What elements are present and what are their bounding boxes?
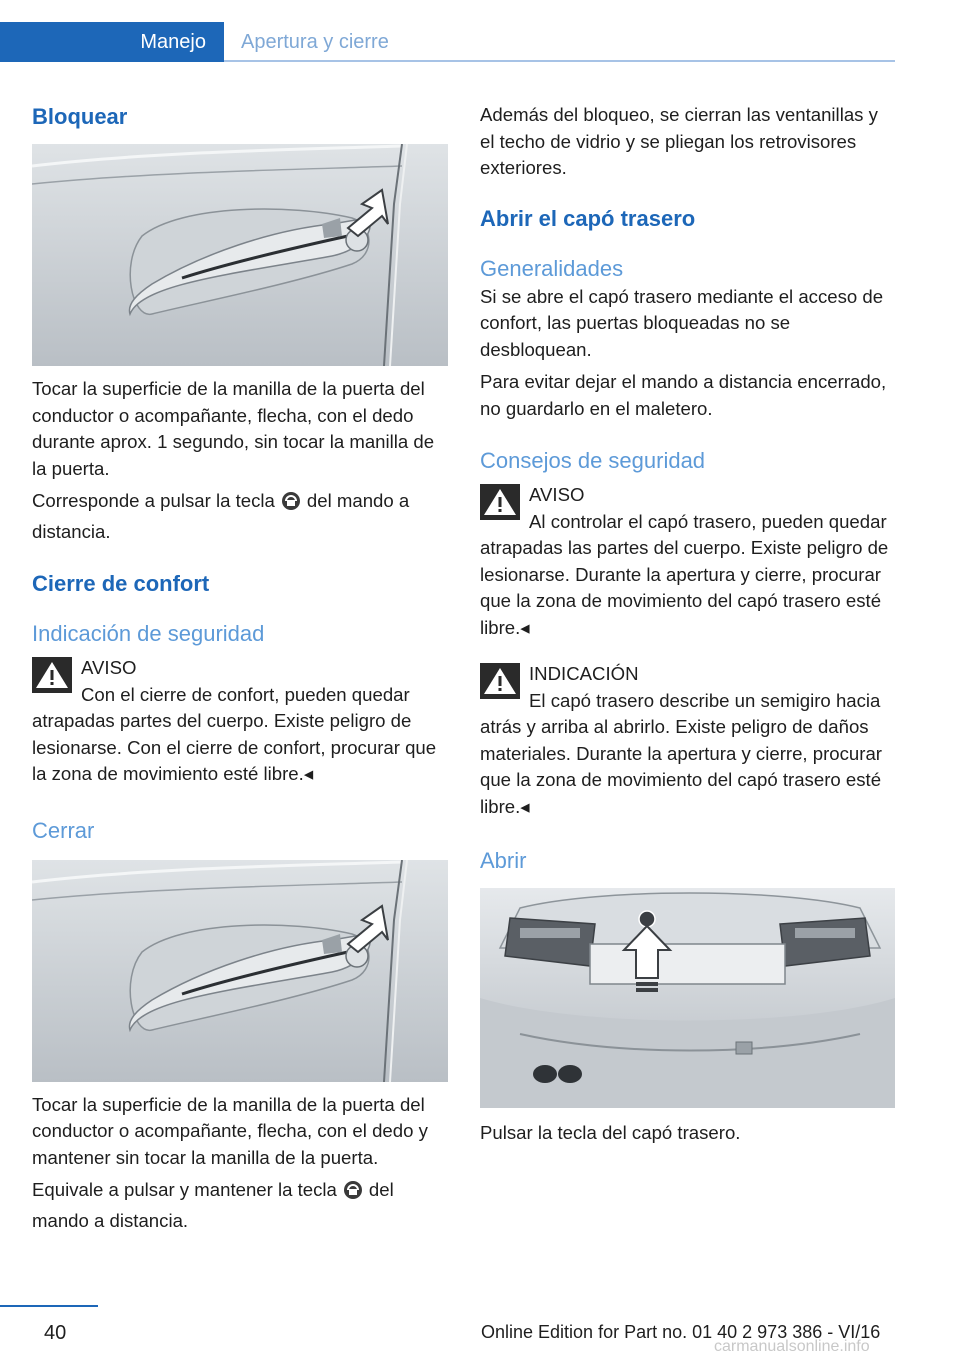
header-rule — [224, 60, 895, 62]
consejos-heading: Consejos de seguridad — [480, 448, 706, 473]
section-tab — [0, 22, 224, 62]
capo-heading: Abrir el capó trasero — [480, 205, 696, 231]
online-edition: Online Edition for Part no. 01 40 2 973 386 - VI/16 — [481, 1322, 881, 1342]
cerrar-heading: Cerrar — [32, 817, 95, 843]
bloquear-p2-text-b: del mando a distancia. — [32, 490, 410, 542]
intro-paragraph: Además del bloqueo, se cierran las ventanillas y el techo de vidrio y se pliegan los retrovisores exteriores. — [480, 104, 878, 178]
bloquear-paragraph-2 — [32, 488, 448, 545]
right-column — [480, 98, 896, 1147]
door-handle-illustration-2 — [32, 860, 448, 1082]
warning-1-body — [32, 682, 448, 788]
warning-3-body — [480, 688, 896, 821]
warning-icon-3 — [480, 663, 520, 699]
generalidades-heading: Generalidades — [480, 255, 624, 281]
cerrar-paragraph-1: Tocar la superficie de la manilla de la puerta del conductor o acompañante, flecha, con el dedo y mantener sin tocar la manilla de la puerta. — [32, 1093, 428, 1168]
warning-block-3 — [480, 661, 896, 820]
warning-2-title: AVISO — [529, 484, 585, 505]
warning-block-2 — [480, 482, 896, 641]
warning-2-body — [480, 509, 896, 642]
warning-3-text: El capó trasero describe un semigiro hacia atrás y arriba al abrirlo. Existe peligro de daños materiales. Durante la apertura y cierre, procurar que la zona de movimiento del capó trasero esté libre.◂ — [480, 689, 882, 817]
bloquear-paragraph-1: Tocar la superficie de la manilla de la puerta del conductor o acompañante, flecha, con el dedo durante aprox. 1 segundo, sin tocar la manilla de la puerta. — [32, 378, 435, 479]
warning-icon — [32, 657, 72, 693]
lock-key-icon-2 — [343, 1180, 363, 1208]
seguridad-heading: Indicación de seguridad — [32, 621, 265, 646]
generalidades-paragraph-2: Para evitar dejar el mando a distancia encerrado, no guardarlo en el maletero. — [480, 371, 887, 419]
cerrar-p2-text-a: Equivale a pulsar y mantener la tecla — [32, 1179, 337, 1200]
warning-block-1 — [32, 655, 448, 788]
left-column — [32, 98, 448, 1234]
page-number: 40 — [44, 1322, 67, 1344]
subsection-tab — [224, 22, 389, 62]
watermark: carmanualsonline.info — [714, 1338, 870, 1355]
warning-icon-2 — [480, 484, 520, 520]
bloquear-p2-text-a: Corresponde a pulsar la tecla — [32, 490, 275, 511]
door-handle-illustration — [32, 144, 448, 366]
abrir-heading: Abrir — [480, 848, 527, 873]
section-label: Manejo — [140, 30, 206, 53]
bloquear-heading: Bloquear — [32, 104, 128, 129]
cerrar-paragraph-2 — [32, 1177, 448, 1234]
door-handle-figure-close — [32, 860, 448, 1082]
warning-3-title: INDICACIÓN — [529, 663, 639, 684]
door-handle-figure-lock — [32, 144, 448, 366]
page-header — [0, 22, 895, 62]
trunk-figure — [480, 888, 895, 1108]
warning-1-text: Con el cierre de confort, pueden quedar atrapadas partes del cuerpo. Existe peligro de lesionarse. Con el cierre de confort, procurar que la zona de movimiento esté libre.◂ — [32, 683, 437, 784]
trunk-illustration — [480, 888, 895, 1108]
generalidades-paragraph-1: Si se abre el capó trasero mediante el acceso de confort, las puertas bloqueadas no se desbloquean. — [480, 285, 884, 360]
warning-1-title: AVISO — [81, 657, 137, 678]
subsection-label: Apertura y cierre — [241, 30, 389, 53]
lock-key-icon — [281, 491, 301, 519]
footer-rule — [0, 1305, 98, 1307]
cerrar-p2-text-b: del mando a distancia. — [32, 1179, 394, 1231]
warning-2-text: Al controlar el capó trasero, pueden quedar atrapadas las partes del cuerpo. Existe peligro de lesionarse. Durante la apertura y cierre, procurar que la zona de movimiento del capó trasero esté libre.◂ — [480, 510, 889, 638]
abrir-paragraph-1: Pulsar la tecla del capó trasero. — [480, 1122, 741, 1143]
confort-heading: Cierre de confort — [32, 571, 210, 596]
